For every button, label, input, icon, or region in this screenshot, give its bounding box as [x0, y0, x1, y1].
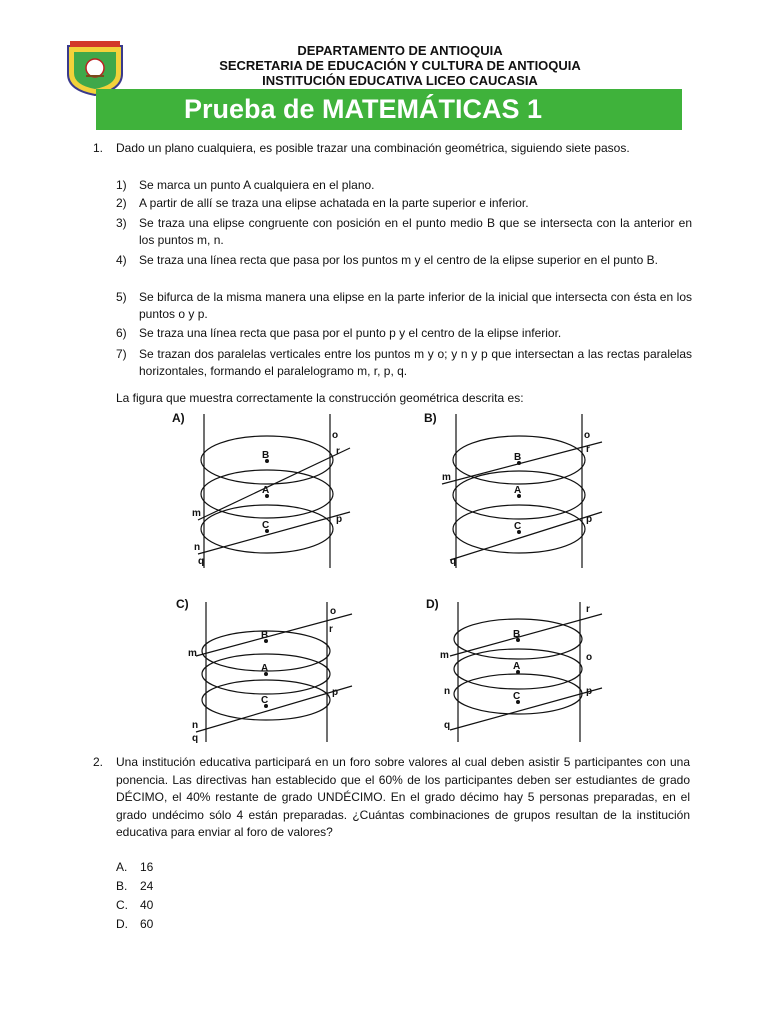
point-p: p — [336, 514, 343, 525]
option-letter: B. — [116, 879, 128, 893]
point-q: q — [198, 556, 205, 567]
step-6 — [116, 325, 692, 342]
question-1-number: 1. — [93, 141, 104, 155]
step-number: 3) — [116, 216, 127, 230]
answer-option-c[interactable] — [116, 896, 153, 914]
option-value: 24 — [140, 879, 154, 893]
point-p: p — [586, 514, 593, 525]
header-secretariat: SECRETARIA DE EDUCACIÓN Y CULTURA DE ANTIOQUIA — [219, 58, 581, 73]
point-b: B — [261, 630, 269, 641]
point-p: p — [332, 687, 339, 698]
step-text: Se trazan dos paralelas verticales entre los puntos m y o; y n y p que intersectan a las rectas paralelas horizontales, formando el paralelogramo m, r, p, q. — [139, 347, 692, 378]
page-title: Prueba de MATEMÁTICAS 1 — [96, 89, 682, 130]
step-2 — [116, 195, 692, 212]
step-number: 2) — [116, 196, 127, 210]
step-text: A partir de allí se traza una elipse achatada en la parte superior e inferior. — [139, 196, 529, 210]
option-letter: C. — [116, 898, 128, 912]
point-b: B — [514, 452, 522, 463]
point-q: q — [192, 733, 199, 744]
figure-label: A) — [172, 411, 185, 425]
step-number: 4) — [116, 253, 127, 267]
point-c: C — [261, 695, 269, 706]
option-letter: D. — [116, 917, 128, 931]
point-n: n — [192, 720, 199, 731]
point-b: B — [262, 450, 270, 461]
point-a: A — [261, 663, 269, 674]
point-o: o — [332, 430, 339, 441]
point-m: m — [192, 508, 201, 519]
point-o: o — [586, 652, 593, 663]
option-value: 16 — [140, 860, 154, 874]
answer-option-b[interactable] — [116, 877, 153, 895]
figure-label: C) — [176, 597, 189, 611]
point-c: C — [514, 521, 522, 532]
answer-option-a[interactable] — [116, 858, 153, 876]
step-3 — [116, 215, 692, 249]
header-department: DEPARTAMENTO DE ANTIOQUIA — [297, 43, 503, 58]
point-r: r — [586, 444, 590, 455]
step-text: Se bifurca de la misma manera una elipse en la parte inferior de la inicial que intersecta con ésta en los puntos o y p. — [139, 290, 692, 321]
option-value: 60 — [140, 917, 154, 931]
step-text: Se traza una línea recta que pasa por los puntos m y el centro de la elipse superior en el punto B. — [139, 253, 658, 267]
answer-option-d[interactable] — [116, 915, 153, 933]
figure-option-a — [168, 408, 368, 572]
point-c: C — [262, 520, 270, 531]
step-text: Se traza una línea recta que pasa por el punto p y el centro de la elipse inferior. — [139, 326, 562, 340]
point-n: n — [444, 686, 451, 697]
point-n: n — [194, 542, 201, 553]
point-q: q — [450, 556, 457, 567]
step-7 — [116, 346, 692, 380]
point-c: C — [513, 691, 521, 702]
step-1 — [116, 177, 692, 194]
point-r: r — [329, 624, 333, 635]
point-p: p — [586, 686, 593, 697]
figure-option-d — [422, 594, 622, 744]
figure-label: B) — [424, 411, 437, 425]
step-number: 6) — [116, 326, 127, 340]
option-letter: A. — [116, 860, 128, 874]
point-m: m — [440, 650, 449, 661]
point-a: A — [514, 485, 522, 496]
question-1-text: Dado un plano cualquiera, es posible trazar una combinación geométrica, siguiendo siete pasos. — [116, 141, 630, 155]
point-o: o — [330, 606, 337, 617]
figure-label: D) — [426, 597, 439, 611]
point-m: m — [188, 648, 197, 659]
point-q: q — [444, 720, 451, 731]
point-r: r — [336, 446, 340, 457]
step-number: 1) — [116, 178, 127, 192]
point-a: A — [262, 485, 270, 496]
point-r: r — [586, 604, 590, 615]
step-text: Se traza una elipse congruente con posición en el punto medio B que se intersecta con la anterior en los puntos m, n. — [139, 216, 692, 247]
step-4 — [116, 252, 692, 269]
point-a: A — [513, 661, 521, 672]
point-m: m — [442, 472, 451, 483]
point-b: B — [513, 629, 521, 640]
figure-prompt: La figura que muestra correctamente la construcción geométrica descrita es: — [116, 391, 524, 405]
question-2-text: Una institución educativa participará en un foro sobre valores al cual deben asistir 5 participantes con una ponencia. Las directivas han establecido que el 60% de los participantes deben ser estudiantes de grado DÉCIMO, el 40% restante de grado UNDÉCIMO. En el grado décimo hay 5 personas preparadas, en el grado undécimo sólo 4 están preparadas. ¿Cuántas combinaciones de grupos resultan de la institución educativa para enviar al foro de valores? — [116, 755, 690, 840]
step-5 — [116, 289, 692, 323]
step-number: 7) — [116, 347, 127, 361]
question-2-number: 2. — [93, 755, 104, 769]
figure-option-b — [420, 408, 620, 572]
option-value: 40 — [140, 898, 154, 912]
step-number: 5) — [116, 290, 127, 304]
header-institution: INSTITUCIÓN EDUCATIVA LICEO CAUCASIA — [262, 73, 538, 88]
point-o: o — [584, 430, 591, 441]
step-text: Se marca un punto A cualquiera en el plano. — [139, 178, 375, 192]
figure-option-c — [172, 594, 372, 744]
